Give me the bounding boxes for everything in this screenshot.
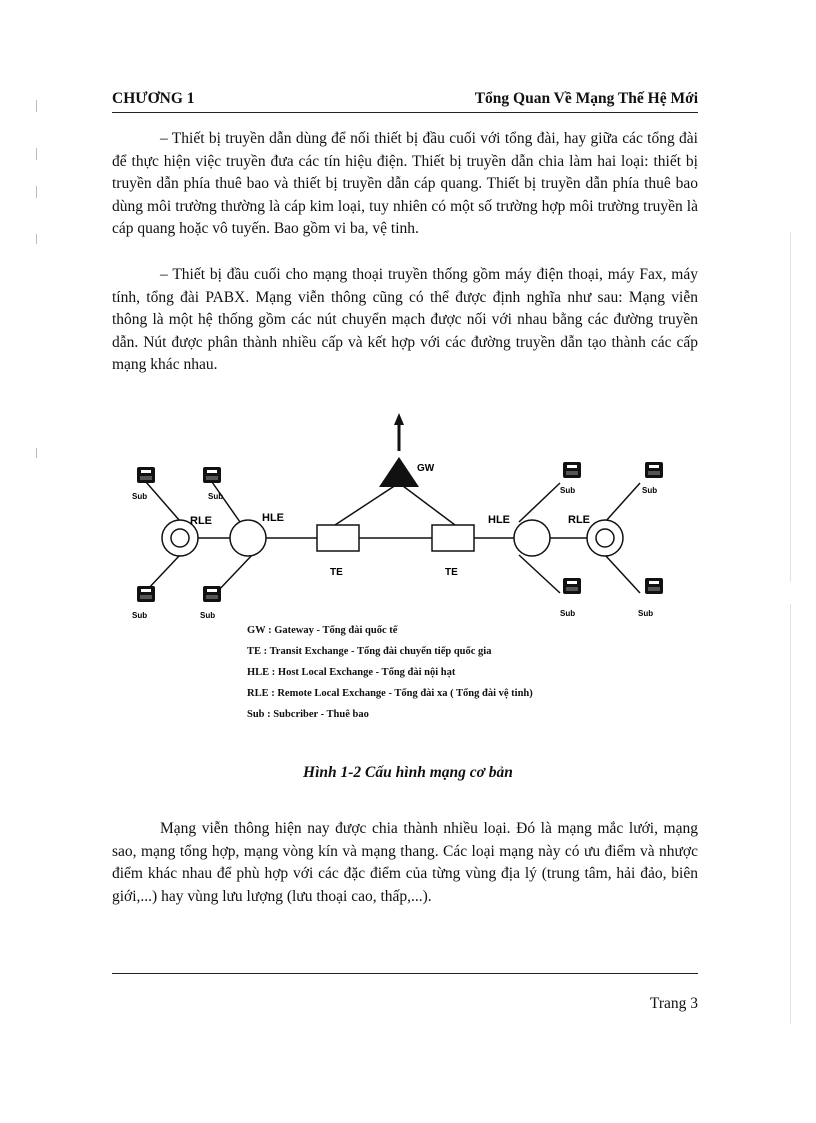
sub-label: Sub [560, 609, 576, 618]
legend-item-hle: HLE : Host Local Exchange - Tổng đài nội hạt [247, 667, 456, 678]
rle-label-right: RLE [568, 514, 590, 526]
phone-icon [563, 462, 581, 478]
arrow-up-icon [394, 413, 404, 425]
phone-icon [137, 586, 155, 602]
paragraph-terminal: – Thiết bị đầu cuối cho mạng thoại truyền thống gồm máy điện thoại, máy Fax, máy tính, tổng đài PABX. Mạng viễn thông cũng có thể được định nghĩa như sau: Mạng viễn thông là một hệ thống gồm các nút chuyển mạch được nối với nhau bằng các đường truyền dẫn. Nút được phân thành nhiều cấp và kết hợp với các đường truyền dẫn tạo thành các cấp mạng khác nhau. [112, 266, 698, 373]
legend-item-te: TE : Transit Exchange - Tổng đài chuyển tiếp quốc gia [247, 646, 492, 657]
scan-mark [790, 232, 791, 582]
phone-icon [203, 467, 221, 483]
phone-icon [203, 586, 221, 602]
page-number: Trang 3 [649, 995, 698, 1012]
te-node-right [432, 525, 474, 551]
sub-label: Sub [200, 611, 216, 620]
gw-label: GW [417, 463, 435, 474]
scan-mark [790, 604, 791, 1024]
sub-label: Sub [638, 609, 654, 618]
phone-icon [645, 578, 663, 594]
phone-icon [645, 462, 663, 478]
paragraph-transmission: – Thiết bị truyền dẫn dùng để nối thiết bị đầu cuối với tổng đài, hay giữa các tổng đài để thực hiện việc truyền đưa các tín hiệu điện. Thiết bị truyền dẫn chia làm hai loại: thiết bị truyền dẫn phía thuê bao và thiết bị truyền dẫn cáp quang. Thiết bị truyền dẫn phía thuê bao dùng môi trường thường là cáp kim loại, tuy nhiên có một số trường hợp môi trường truyền là cáp quang hoặc vô tuyến. Bao gồm vi ba, vệ tinh. [112, 130, 698, 237]
header-rule [112, 112, 698, 113]
gateway-node [379, 457, 419, 487]
figure-caption: Hình 1-2 Cấu hình mạng cơ bản [303, 764, 513, 781]
network-diagram [112, 405, 698, 620]
hle-node-right [514, 520, 550, 556]
hle-node-left [230, 520, 266, 556]
footer-rule [112, 973, 698, 974]
legend-item-rle: RLE : Remote Local Exchange - Tổng đài xa ( Tổng đài vệ tinh) [247, 688, 533, 699]
hle-label-left: HLE [262, 512, 284, 524]
scan-mark [36, 100, 37, 112]
legend-item-sub: Sub : Subcriber - Thuê bao [247, 709, 369, 720]
te-node-left [317, 525, 359, 551]
hle-label-right: HLE [488, 514, 510, 526]
rle-node-left-inner [171, 529, 189, 547]
sub-label: Sub [560, 486, 576, 495]
legend-item-gw: GW : Gateway - Tổng đài quốc tế [247, 625, 398, 636]
phone-icon [137, 467, 155, 483]
sub-label: Sub [642, 486, 658, 495]
page-header [112, 88, 698, 112]
scan-mark [36, 234, 37, 244]
scan-mark [36, 448, 37, 458]
paragraph-network-types: Mạng viễn thông hiện nay được chia thành nhiều loại. Đó là mạng mắc lưới, mạng sao, mạng tổng hợp, mạng vòng kín và mạng thang. Các loại mạng này có ưu điểm và nhược điểm khác nhau để phù hợp với các đặc điểm của từng vùng địa lý (trung tâm, hải đảo, biên giới,...) hay vùng lưu lượng (lưu thoại cao, thấp,...). [112, 820, 698, 905]
chapter-title: Tổng Quan Về Mạng Thế Hệ Mới [474, 90, 698, 107]
rle-label-left: RLE [190, 515, 212, 527]
sub-label: Sub [208, 492, 224, 501]
sub-label: Sub [132, 611, 148, 620]
diagram-legend [247, 620, 667, 725]
chapter-label: CHƯƠNG 1 [112, 90, 195, 107]
phone-icon [563, 578, 581, 594]
scan-mark [36, 186, 37, 198]
te-label-left: TE [330, 567, 343, 578]
te-label-right: TE [445, 567, 458, 578]
rle-node-right-inner [596, 529, 614, 547]
sub-label: Sub [132, 492, 148, 501]
scan-mark [36, 148, 37, 160]
